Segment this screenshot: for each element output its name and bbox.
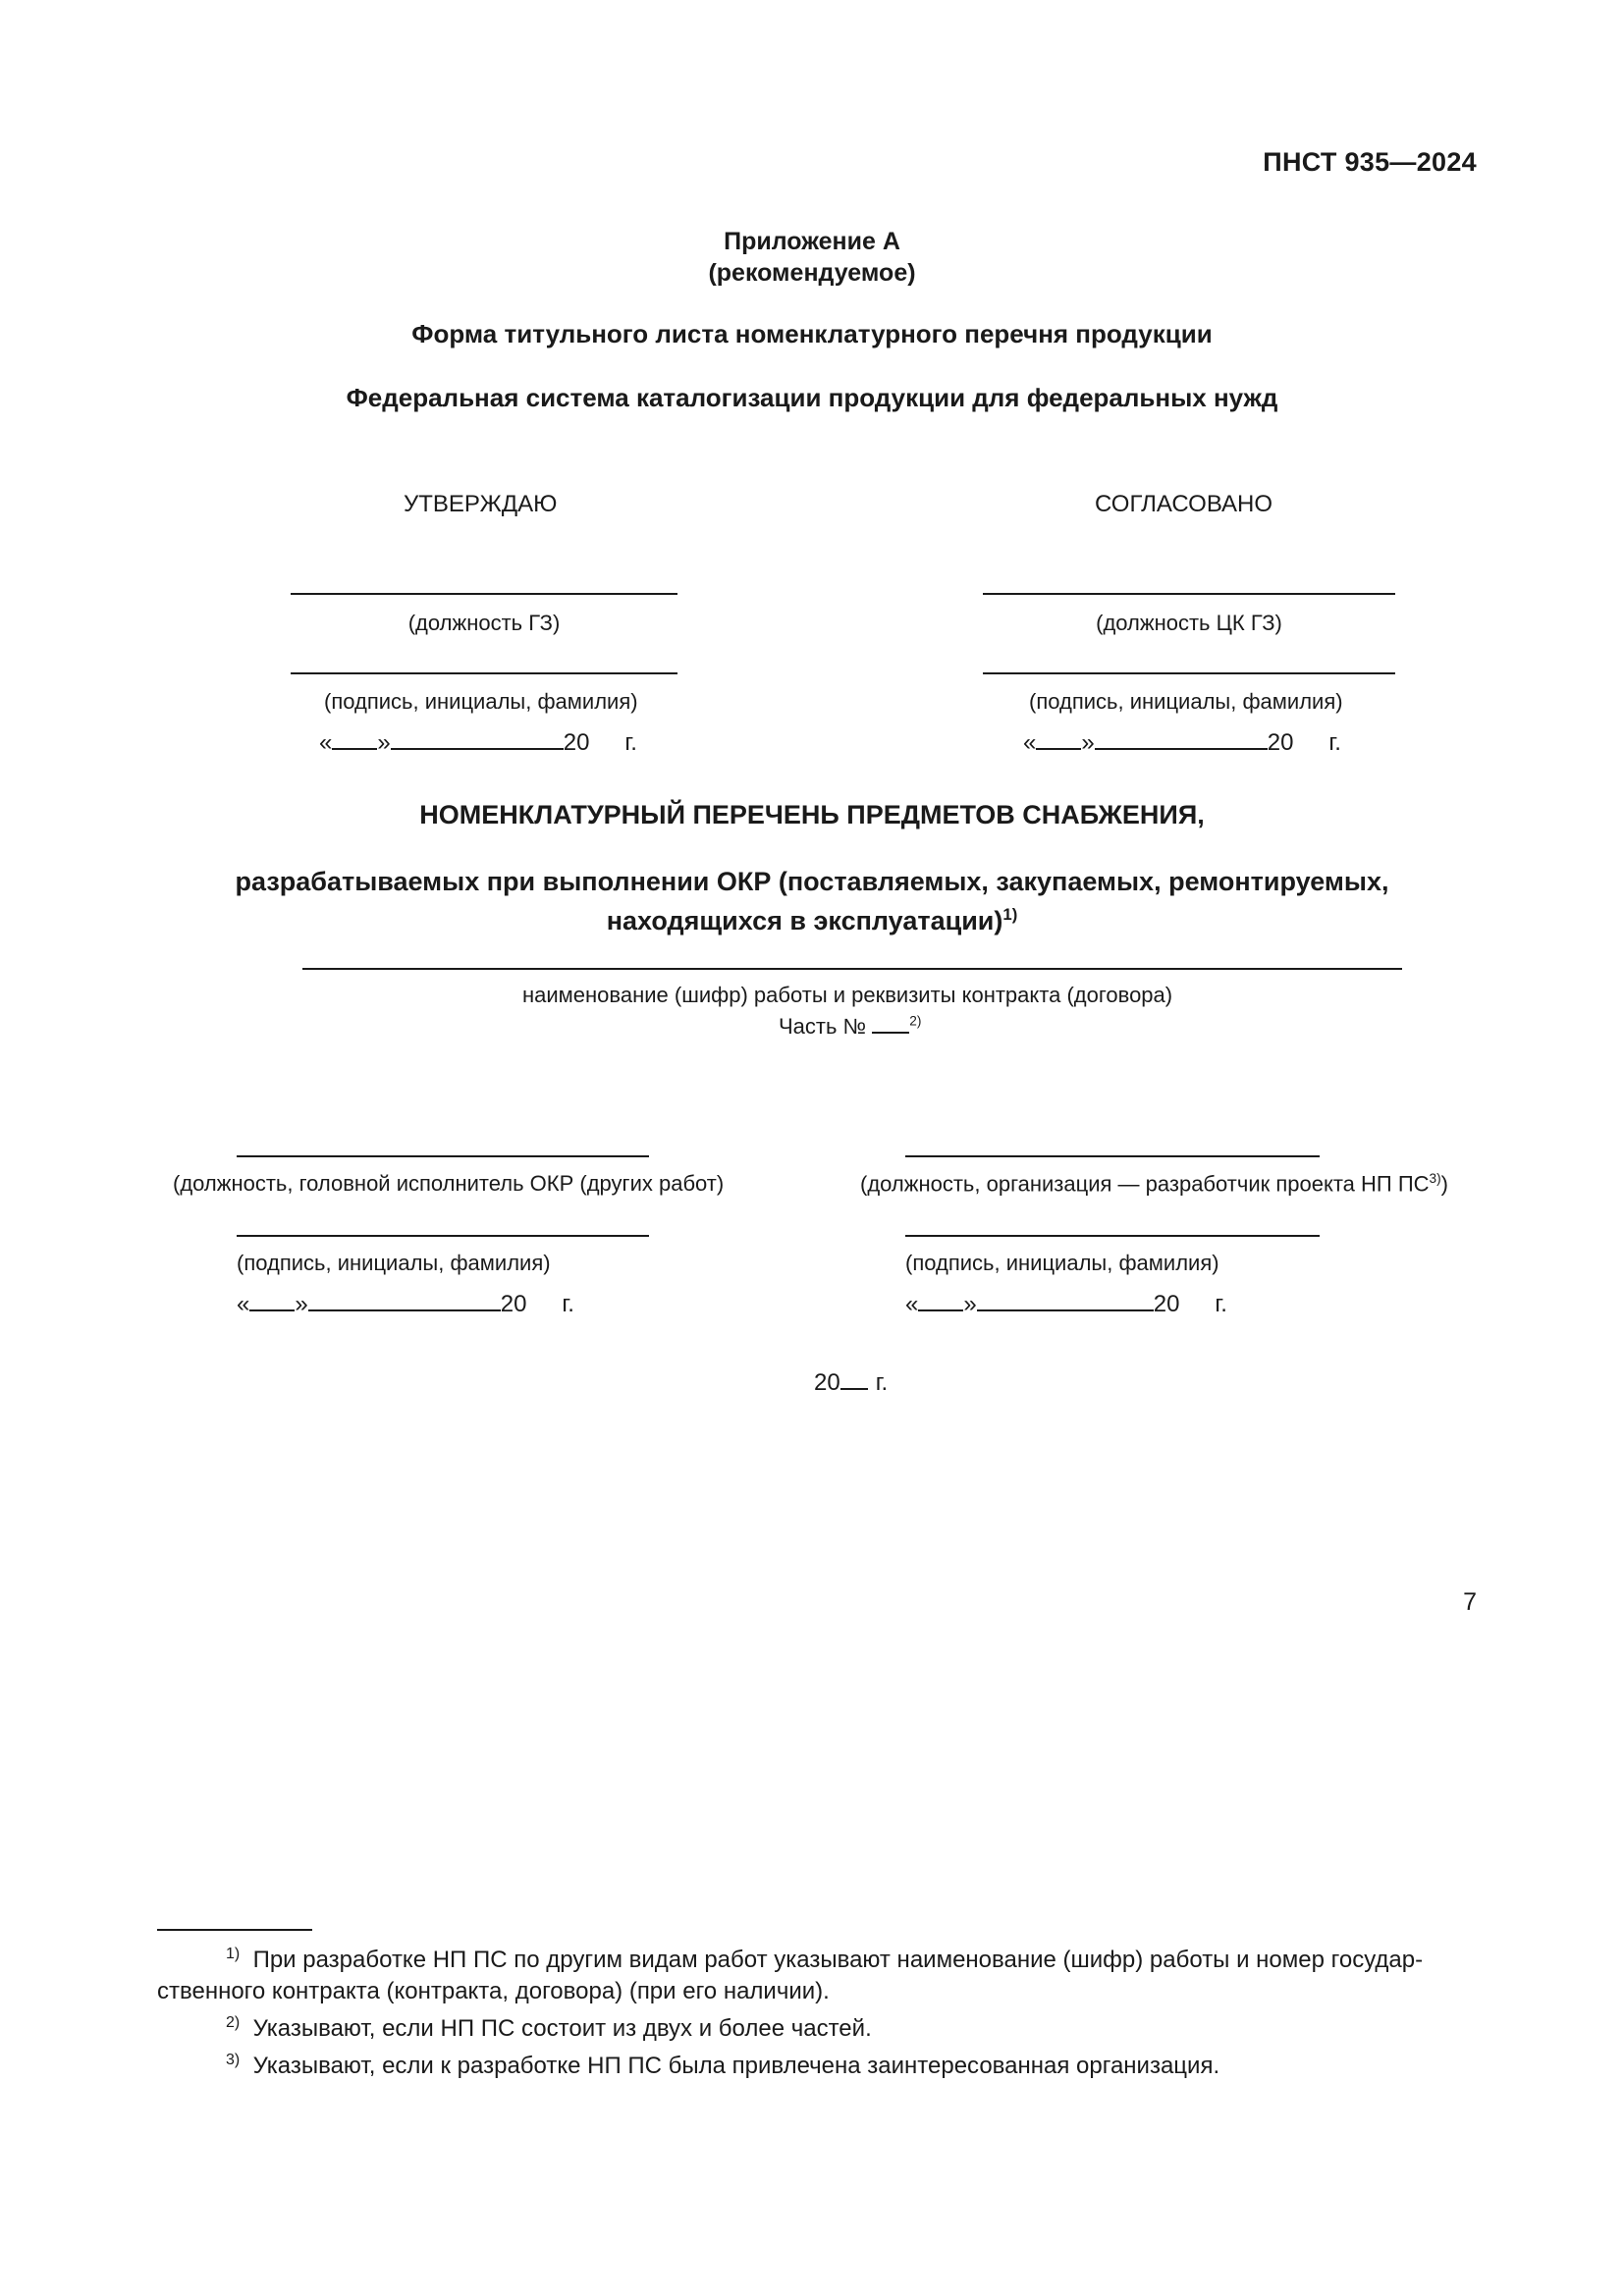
date-open-quote: «	[319, 729, 333, 756]
list-subtitle	[0, 866, 1624, 937]
document-number: ПНСТ 935—2024	[1263, 147, 1477, 177]
part-blank	[872, 1012, 909, 1034]
footnote-ref-3: 3)	[1429, 1171, 1441, 1186]
annex-title: Приложение А	[724, 228, 900, 255]
list-subtitle-line1: разрабатываемых при выполнении ОКР (поставляемых, закупаемых, ремонтируемых,	[235, 867, 1389, 896]
year-blank	[840, 1366, 868, 1390]
footnote-ref-2: 2)	[909, 1013, 922, 1029]
footnote-text-continued: ственного контракта (контракта, договора) (при его наличии).	[157, 1978, 830, 2004]
date-close-quote: »	[295, 1291, 308, 1317]
agree-signature-line	[983, 672, 1395, 674]
footnote-3	[226, 2045, 1219, 2082]
date-year: 20	[1267, 729, 1294, 756]
date-suffix: г.	[624, 729, 637, 756]
footnote-2	[226, 2007, 872, 2045]
form-title: Форма титульного листа номенклатурного перечня продукции	[411, 319, 1213, 348]
month-blank	[1095, 726, 1268, 750]
date-year: 20	[1153, 1291, 1180, 1317]
approve-position-line	[291, 593, 677, 595]
approve-date	[319, 726, 637, 757]
work-name-caption: наименование (шифр) работы и реквизиты контракта (договора)	[522, 983, 1173, 1007]
date-suffix: г.	[562, 1291, 574, 1317]
approve-heading: УТВЕРЖДАЮ	[404, 491, 558, 517]
lead-position-line	[237, 1155, 649, 1157]
date-open-quote: «	[237, 1291, 250, 1317]
date-close-quote: »	[377, 729, 391, 756]
work-name-line	[302, 968, 1402, 970]
page-number: 7	[1463, 1588, 1477, 1616]
month-blank	[977, 1288, 1154, 1311]
lead-position-caption: (должность, головной исполнитель ОКР (других работ)	[173, 1171, 725, 1196]
year-line	[814, 1366, 888, 1397]
developer-signature-caption: (подпись, инициалы, фамилия)	[905, 1251, 1219, 1275]
agree-heading: СОГЛАСОВАНО	[1095, 491, 1273, 517]
month-blank	[391, 726, 564, 750]
agree-position-caption: (должность ЦК ГЗ)	[1096, 611, 1282, 635]
lead-date	[237, 1288, 574, 1318]
list-title: НОМЕНКЛАТУРНЫЙ ПЕРЕЧЕНЬ ПРЕДМЕТОВ СНАБЖЕНИЯ,	[419, 800, 1205, 829]
approve-position-caption: (должность ГЗ)	[407, 611, 561, 635]
day-blank	[332, 726, 377, 750]
part-label: Часть №	[779, 1014, 867, 1039]
date-close-quote: »	[963, 1291, 977, 1317]
year-prefix: 20	[814, 1369, 840, 1396]
developer-signature-line	[905, 1235, 1320, 1237]
date-year: 20	[500, 1291, 527, 1317]
date-close-quote: »	[1081, 729, 1095, 756]
developer-position-line	[905, 1155, 1320, 1157]
annex-status: (рекомендуемое)	[708, 259, 916, 287]
footnote-mark: 2)	[226, 2014, 241, 2031]
approve-signature-caption: (подпись, инициалы, фамилия)	[324, 689, 638, 714]
agree-position-line	[983, 593, 1395, 595]
part-number	[779, 1012, 921, 1040]
approve-signature-line	[291, 672, 677, 674]
developer-date	[905, 1288, 1227, 1318]
day-blank	[918, 1288, 963, 1311]
month-blank	[308, 1288, 501, 1311]
date-open-quote: «	[905, 1291, 919, 1317]
date-year: 20	[563, 729, 590, 756]
footnote-ref-1: 1)	[1002, 905, 1018, 924]
agree-signature-caption: (подпись, инициалы, фамилия)	[1029, 689, 1343, 714]
footnote-mark: 3)	[226, 2052, 241, 2068]
lead-signature-line	[237, 1235, 649, 1237]
date-open-quote: «	[1023, 729, 1037, 756]
footnote-text: При разработке НП ПС по другим видам работ указывают наименование (шифр) работы и номер государ-	[252, 1947, 1424, 1973]
year-suffix: г.	[875, 1369, 889, 1396]
footnote-mark: 1)	[226, 1946, 241, 1962]
footnote-text: Указывают, если НП ПС состоит из двух и более частей.	[252, 2015, 872, 2042]
lead-signature-caption: (подпись, инициалы, фамилия)	[237, 1251, 551, 1275]
list-subtitle-line2: находящихся в эксплуатации)$^{1)}$	[606, 905, 1018, 935]
date-suffix: г.	[1215, 1291, 1227, 1317]
day-blank	[249, 1288, 295, 1311]
footnote-1	[157, 1939, 1478, 2007]
date-suffix: г.	[1328, 729, 1341, 756]
footnote-text: Указывают, если к разработке НП ПС была привлечена заинтересованная организация.	[252, 2053, 1220, 2079]
developer-position-caption: (должность, организация — разработчик проекта НП ПС$^{3)}$)	[860, 1171, 1448, 1197]
day-blank	[1036, 726, 1081, 750]
annex-heading	[0, 226, 1624, 289]
footnote-separator	[157, 1929, 312, 1931]
agree-date	[1023, 726, 1341, 757]
system-title: Федеральная система каталогизации продукции для федеральных нужд	[346, 383, 1278, 412]
